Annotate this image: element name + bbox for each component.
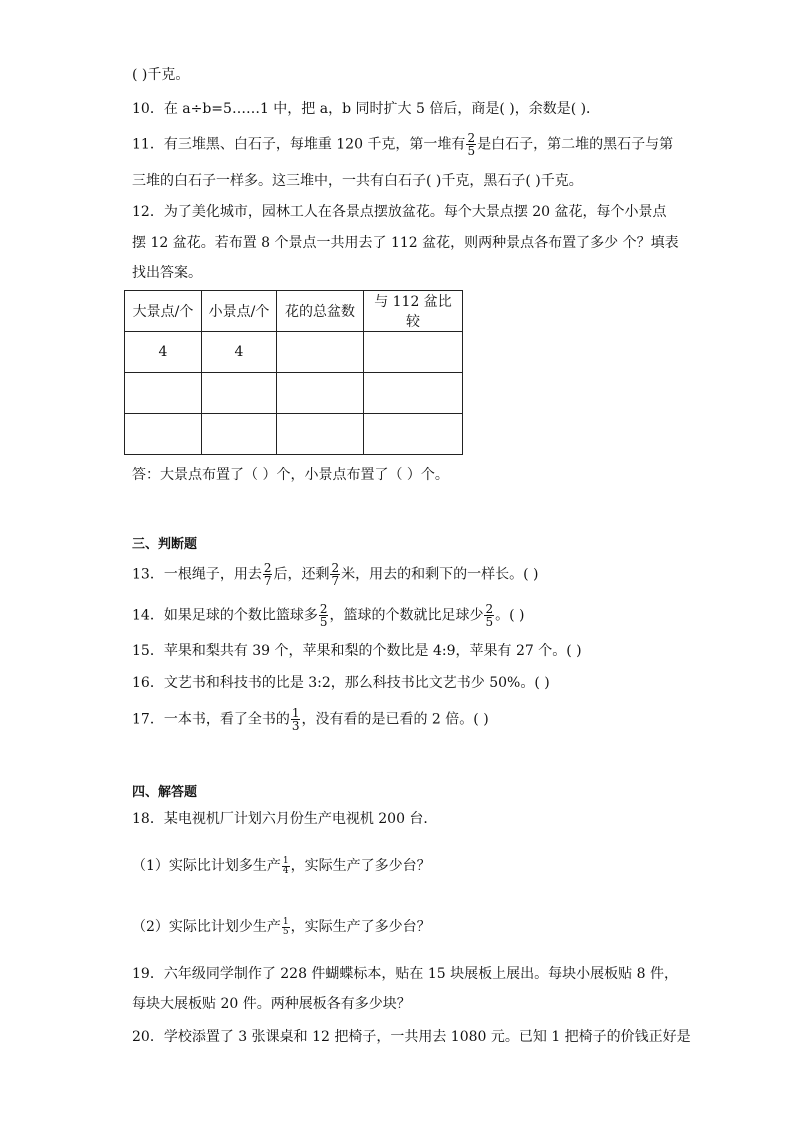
- fraction: $\frac{2}{7}$: [263, 561, 272, 588]
- question-12-answer: 答：大景点布置了（ ）个，小景点布置了（ ）个。: [132, 467, 449, 483]
- table-cell: 4: [202, 332, 277, 373]
- question-12-line2: 摆 12 盆花。若布置 8 个景点一共用去了 112 盆花，则两种景点各布置了多少 个？填表: [132, 235, 679, 251]
- table-row: [125, 373, 463, 414]
- table-cell: [277, 414, 364, 455]
- question-13: 13．一根绳子，用去 $\frac{2}{7}$ 后，还剩 $\frac{2}{7}$ 米，用去的和剩下的一样长。( ): [132, 561, 539, 588]
- fraction: $\frac{1}{3}$: [291, 706, 300, 733]
- table-cell: [364, 373, 463, 414]
- question-15: 15．苹果和梨共有 39 个，苹果和梨的个数比是 4:9，苹果有 27 个。( ): [132, 643, 582, 659]
- table-header-cell: 小景点/个: [202, 291, 277, 332]
- fraction: $\frac{2}{5}$: [319, 602, 328, 629]
- question-11-line1: 11．有三堆黑、白石子，每堆重 120 千克，第一堆有 $\frac{2}{5}$ 是白石子，第二堆的黑石子与第: [132, 131, 674, 158]
- flower-table: [124, 290, 463, 455]
- table-cell: [125, 414, 202, 455]
- fraction: $\frac{1}{5}$: [282, 916, 289, 937]
- q9-tail: ( )千克。: [132, 67, 190, 83]
- question-19-line1: 19．六年级同学制作了 228 件蝴蝶标本，贴在 15 块展板上展出。每块小展板贴 8 件，: [132, 966, 678, 982]
- table-cell: [125, 373, 202, 414]
- table-header-cell: 花的总盆数: [277, 291, 364, 332]
- question-16: 16．文艺书和科技书的比是 3:2，那么科技书比文艺书少 50%。( ): [132, 675, 550, 691]
- table-cell: [202, 373, 277, 414]
- table-row: [125, 332, 463, 373]
- table-header-cell: 大景点/个: [125, 291, 202, 332]
- table-cell: [364, 332, 463, 373]
- table-row: [125, 414, 463, 455]
- question-12-line3: 找出答案。: [132, 265, 202, 281]
- section-title-judgement: 三、判断题: [132, 537, 198, 552]
- table-cell: [202, 414, 277, 455]
- question-11-line2: 三堆的白石子一样多。这三堆中，一共有白石子( )千克，黑石子( )千克。: [132, 173, 583, 189]
- question-17: 17．一本书，看了全书的 $\frac{1}{3}$ ，没有看的是已看的 2 倍。( ): [132, 706, 489, 733]
- question-18-stem: 18．某电视机厂计划六月份生产电视机 200 台．: [132, 811, 438, 827]
- question-18-part2: （2）实际比计划少生产 $\frac{1}{5}$ ，实际生产了多少台？: [132, 916, 431, 937]
- fraction: $\frac{2}{5}$: [467, 131, 476, 158]
- question-20: 20．学校添置了 3 张课桌和 12 把椅子，一共用去 1080 元。已知 1 把椅子的价钱正好是: [132, 1029, 691, 1045]
- question-18-part1: （1）实际比计划多生产 $\frac{1}{4}$ ，实际生产了多少台？: [132, 855, 431, 876]
- table-header-cell: 与 112 盆比较: [364, 291, 463, 332]
- question-19-line2: 每块大展板贴 20 件。两种展板各有多少块？: [132, 996, 411, 1012]
- fraction: $\frac{2}{7}$: [331, 561, 340, 588]
- question-12-line1: 12．为了美化城市，园林工人在各景点摆放盆花。每个大景点摆 20 盆花，每个小景点: [132, 204, 667, 220]
- question-14: 14．如果足球的个数比篮球多 $\frac{2}{5}$ ，篮球的个数就比足球少 $\frac{2}{5}$ 。( ): [132, 602, 525, 629]
- table-cell: 4: [125, 332, 202, 373]
- section-title-solutions: 四、解答题: [132, 785, 198, 800]
- fraction: $\frac{2}{5}$: [485, 602, 494, 629]
- table-cell: [277, 373, 364, 414]
- table-cell: [277, 332, 364, 373]
- table-cell: [364, 414, 463, 455]
- table-header-row: [125, 291, 463, 332]
- fraction: $\frac{1}{4}$: [282, 855, 289, 876]
- question-10: 10．在 a÷b=5……1 中，把 a，b 同时扩大 5 倍后，商是( )，余数是( )．: [132, 101, 601, 117]
